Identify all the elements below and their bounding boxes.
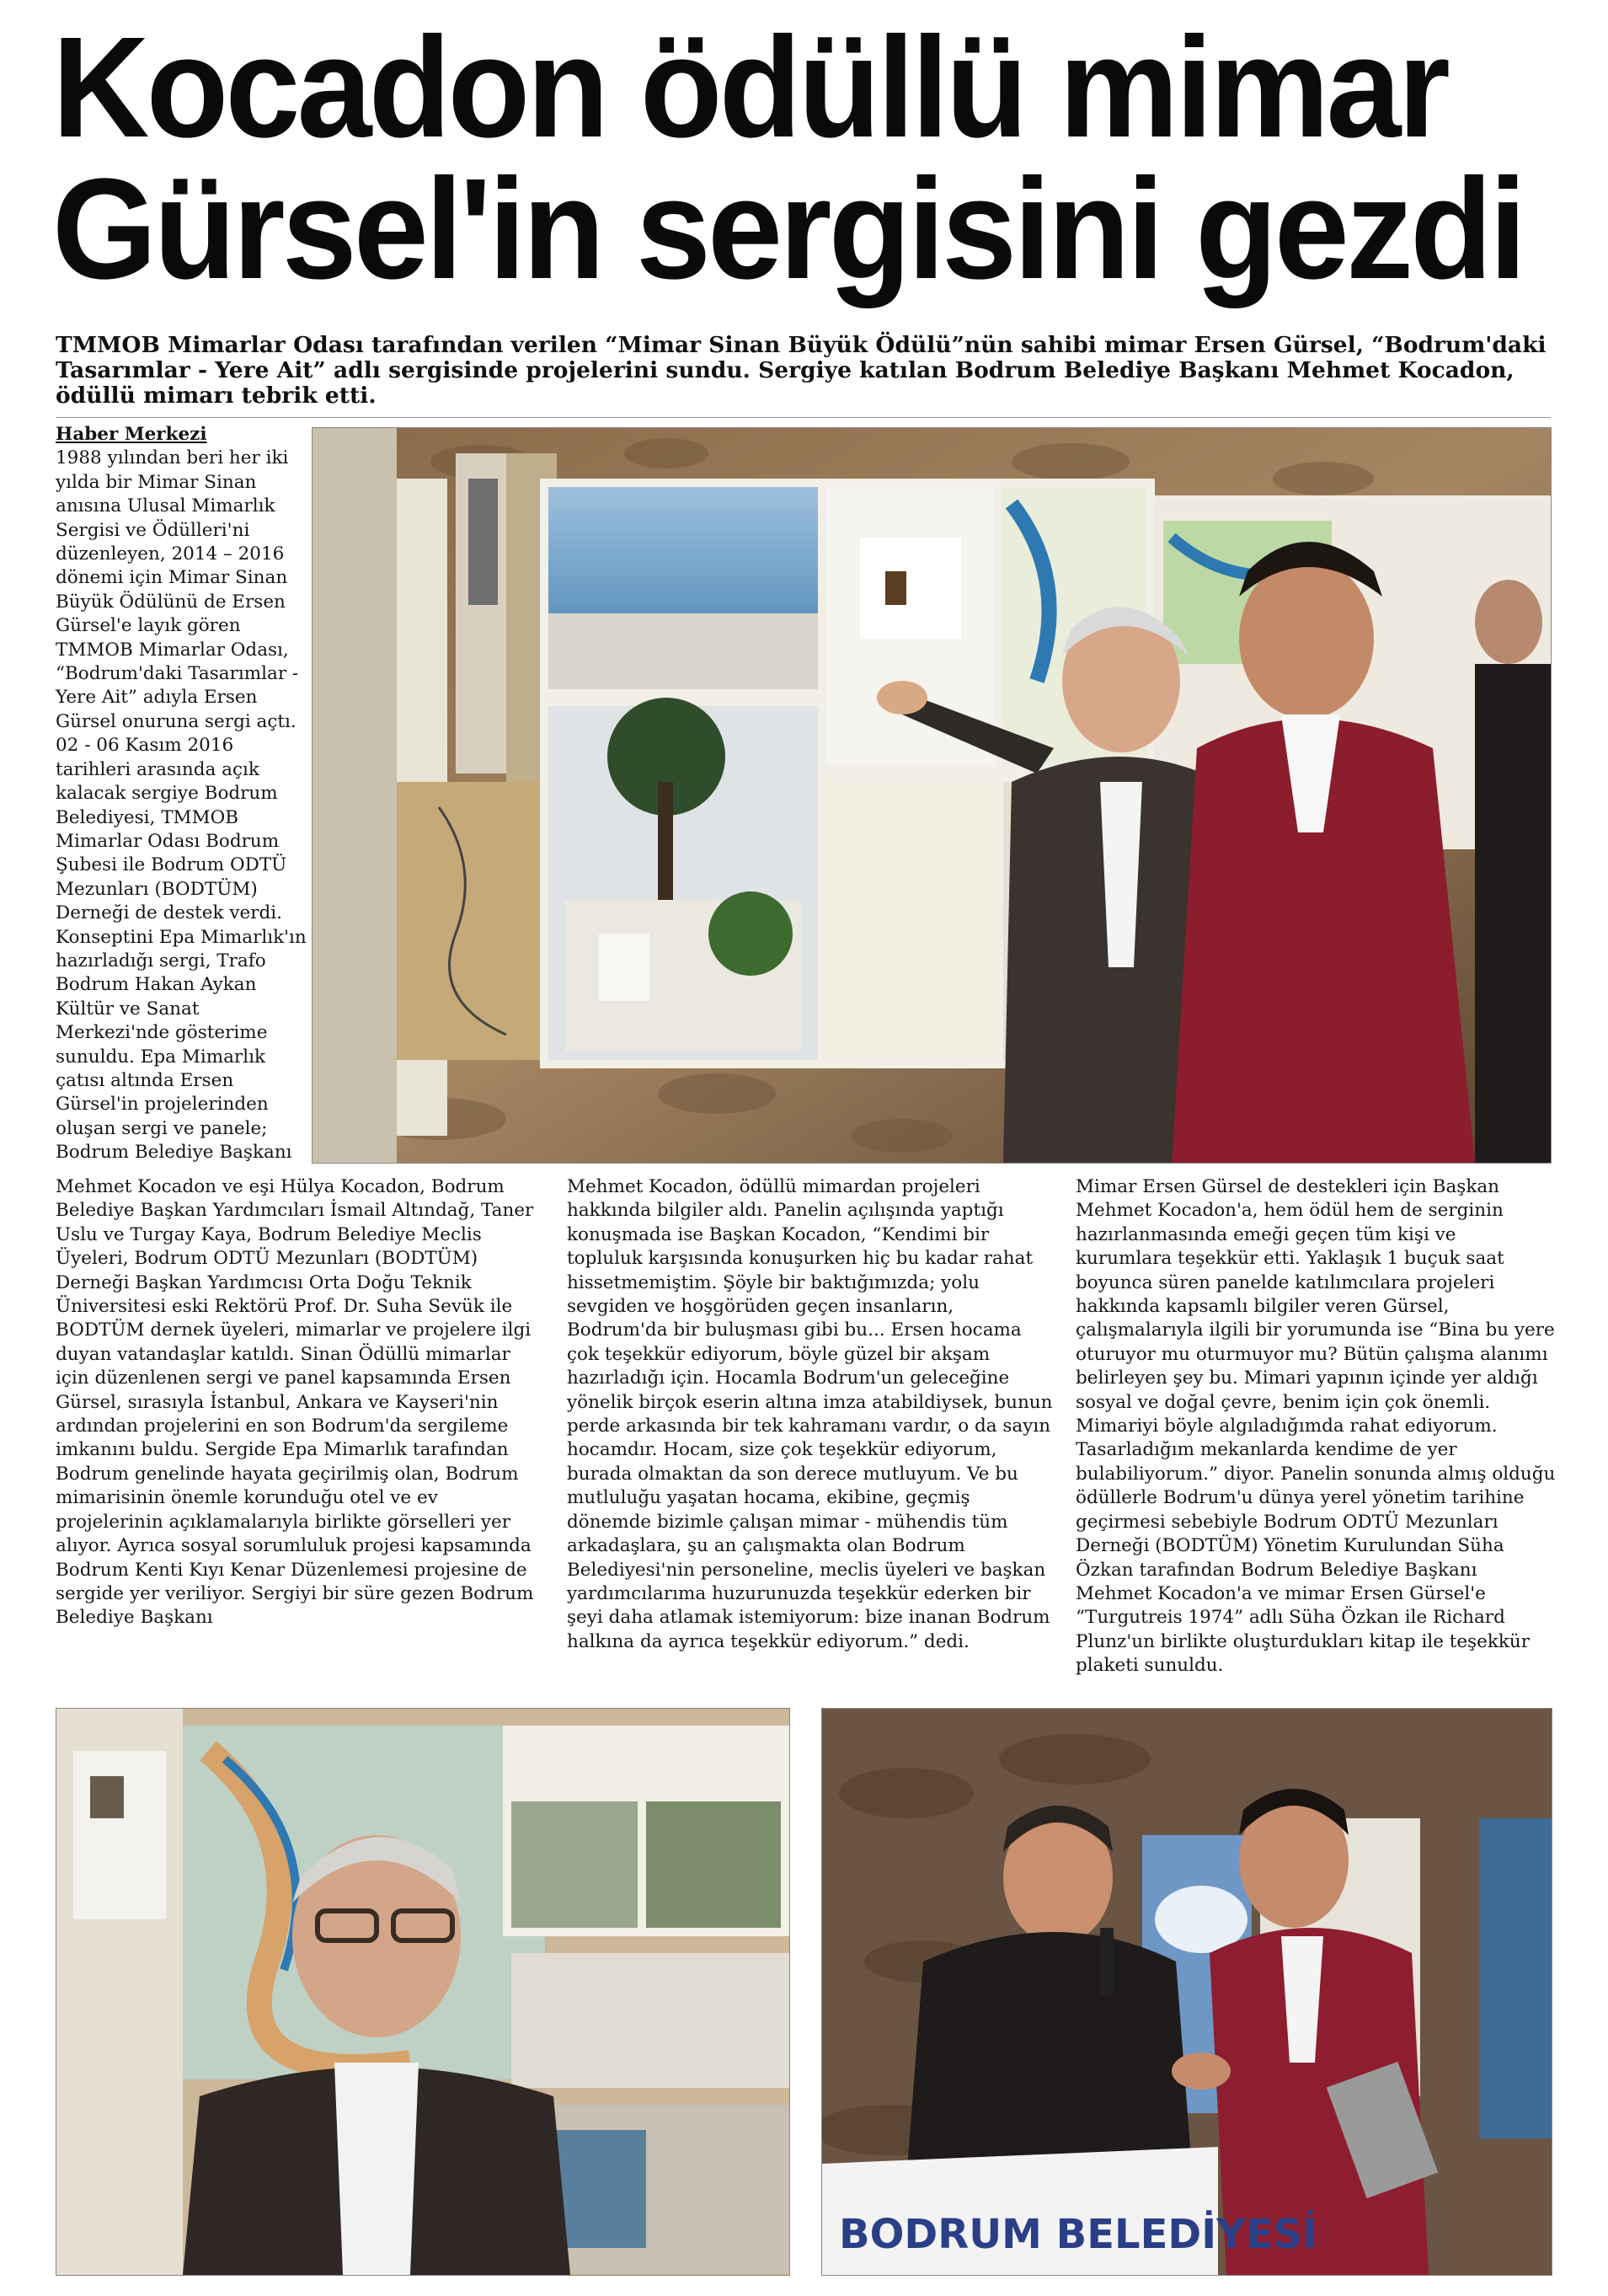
- headline-line-1: Kocadon ödüllü mimar: [52, 8, 1448, 168]
- column-3: Mimar Ersen Gürsel de destekleri için Başkan Mehmet Kocadon'a, hem ödül hem de serginin hazırlanmasında emeği geçen tüm kişi ve kurumlara teşekkür etti. Yaklaşık 1 buçuk saat boyunca süren panelde katılımcılara projeleri hakkında kapsamlı bilgiler veren Gürsel, çalışmalarıyla ilgili bir yorumunda ise “Bina bu yere oturuyor mu oturmuyor mu? Bütün çalışma alanımı belirleyen şey bu. Mimari yapının içinde yer aldığı sosyal ve doğal çevre, benim için çok önemli. Mimariyi böyle algıladığımda rahat ediyorum. Tasarladığım mekanlarda kendime de yer bulabiliyorum.” diyor. Panelin sonunda almış olduğu ödüllerle Bodrum'u dünya yerel yönetim tarihine geçirmesi sebebiyle Bodrum ODTÜ Mezunları Derneği (BODTÜM) Yönetim Kurulundan Süha Özkan tarafından Bodrum Belediye Başkanı Mehmet Kocadon'a ve mimar Ersen Gürsel'e “Turgutreis 1974” adlı Süha Özkan ile Richard Plunz'un birlikte oluşturdukları kitap ile teşekkür plaketi sunuldu.: [1076, 1176, 1556, 1677]
- column-1-narrow: [56, 423, 308, 1165]
- main-photo-image: [313, 428, 1551, 1163]
- portrait-photo: [56, 1708, 790, 2276]
- main-photo: [312, 427, 1552, 1164]
- podium-banner-text: BODRUM BELEDİYESİ: [839, 2211, 1318, 2258]
- byline: Haber Merkezi: [56, 424, 207, 445]
- lead-divider: [56, 417, 1551, 418]
- award-photo: [821, 1708, 1552, 2276]
- lead-paragraph: TMMOB Mimarlar Odası tarafından verilen “Mimar Sinan Büyük Ödülü”nün sahibi mimar Ersen Gürsel, “Bodrum'daki Tasarımlar - Yere Ait” adlı sergisinde projelerini sundu. Sergiye katılan Bodrum Belediye Başkanı Mehmet Kocadon, ödüllü mimarı tebrik etti.: [56, 332, 1547, 409]
- award-photo-image: [822, 1709, 1552, 2275]
- column-2: Mehmet Kocadon, ödüllü mimardan projeleri hakkında bilgiler aldı. Panelin açılışında yaptığı konuşmada ise Başkan Kocadon, “Kendimi bir topluluk karşısında konuşurken hiç bu kadar rahat hissetmemiştim. Şöyle bir baktığımızda; yolu sevgiden ve hoşgörüden geçen insanların, Bodrum'da bir buluşması gibi bu... Ersen hocama çok teşekkür ediyorum, böyle güzel bir akşam hazırladığı için. Hocamla Bodrum'un geleceğine yönelik birçok eserin altına imza atabildiysek, bunun perde arkasında bir tek kahramanı vardır, o da sayın hocamdır. Hocam, size çok teşekkür ediyorum, burada olmaktan da son derece mutluyum. Ve bu mutluluğu yaşatan hocama, ekibine, geçmiş dönemde bizimle çalışan mimar - mühendis tüm arkadaşlara, şu an çalışmakta olan Bodrum Belediyesi'nin personeline, meclis üyeleri ve başkan yardımcılarıma huzurunuzda teşekkür ederken bir şeyi daha atlamak istemiyorum: bize inanan Bodrum halkına da ayrıca teşekkür ediyorum.” dedi.: [567, 1176, 1053, 1652]
- headline: [52, 8, 1524, 309]
- column-1-wide: Mehmet Kocadon ve eşi Hülya Kocadon, Bodrum Belediye Başkan Yardımcıları İsmail Altındağ, Taner Uslu ve Turgay Kaya, Bodrum Belediye Meclis Üyeleri, Bodrum ODTÜ Mezunları (BODTÜM) Derneği Başkan Yardımcısı Orta Doğu Teknik Üniversitesi eski Rektörü Prof. Dr. Suha Sevük ile BODTÜM dernek üyeleri, mimarlar ve projelere ilgi duyan vatandaşlar katıldı. Sinan Ödüllü mimarlar için düzenlenen sergi ve panel kapsamında Ersen Gürsel, sırasıyla İstanbul, Ankara ve Kayseri'nin ardından projelerini en son Bodrum'da sergileme imkanını buldu. Sergide Epa Mimarlık tarafından Bodrum genelinde hayata geçirilmiş olan, Bodrum mimarisinin önemle korunduğu otel ve ev projelerinin açıklamalarıyla birlikte görselleri yer alıyor. Ayrıca sosyal sorumluluk projesi kapsamında Bodrum Kenti Kıyı Kenar Düzenlemesi projesine de sergide yer veriliyor. Sergiyi bir süre gezen Bodrum Belediye Başkanı: [56, 1176, 534, 1629]
- portrait-photo-image: [56, 1709, 789, 2275]
- headline-line-2: Gürsel'in sergisini gezdi: [52, 149, 1524, 309]
- column-1-narrow-text: 1988 yılından beri her iki yılda bir Mimar Sinan anısına Ulusal Mimarlık Sergisi ve Ödülleri'ni düzenleyen, 2014 – 2016 dönemi için Mimar Sinan Büyük Ödülünü de Ersen Gürsel'e layık gören TMMOB Mimarlar Odası, “Bodrum'daki Tasarımlar - Yere Ait” adıyla Ersen Gürsel onuruna sergi açtı. 02 - 06 Kasım 2016 tarihleri arasında açık kalacak sergiye Bodrum Belediyesi, TMMOB Mimarlar Odası Bodrum Şubesi ile Bodrum ODTÜ Mezunları (BODTÜM) Derneği de destek verdi. Konseptini Epa Mimarlık'ın hazırladığı sergi, Trafo Bodrum Hakan Aykan Kültür ve Sanat Merkezi'nde gösterime sunuldu. Epa Mimarlık çatısı altında Ersen Gürsel'in projelerinden oluşan sergi ve panele; Bodrum Belediye Başkanı: [56, 447, 307, 1164]
